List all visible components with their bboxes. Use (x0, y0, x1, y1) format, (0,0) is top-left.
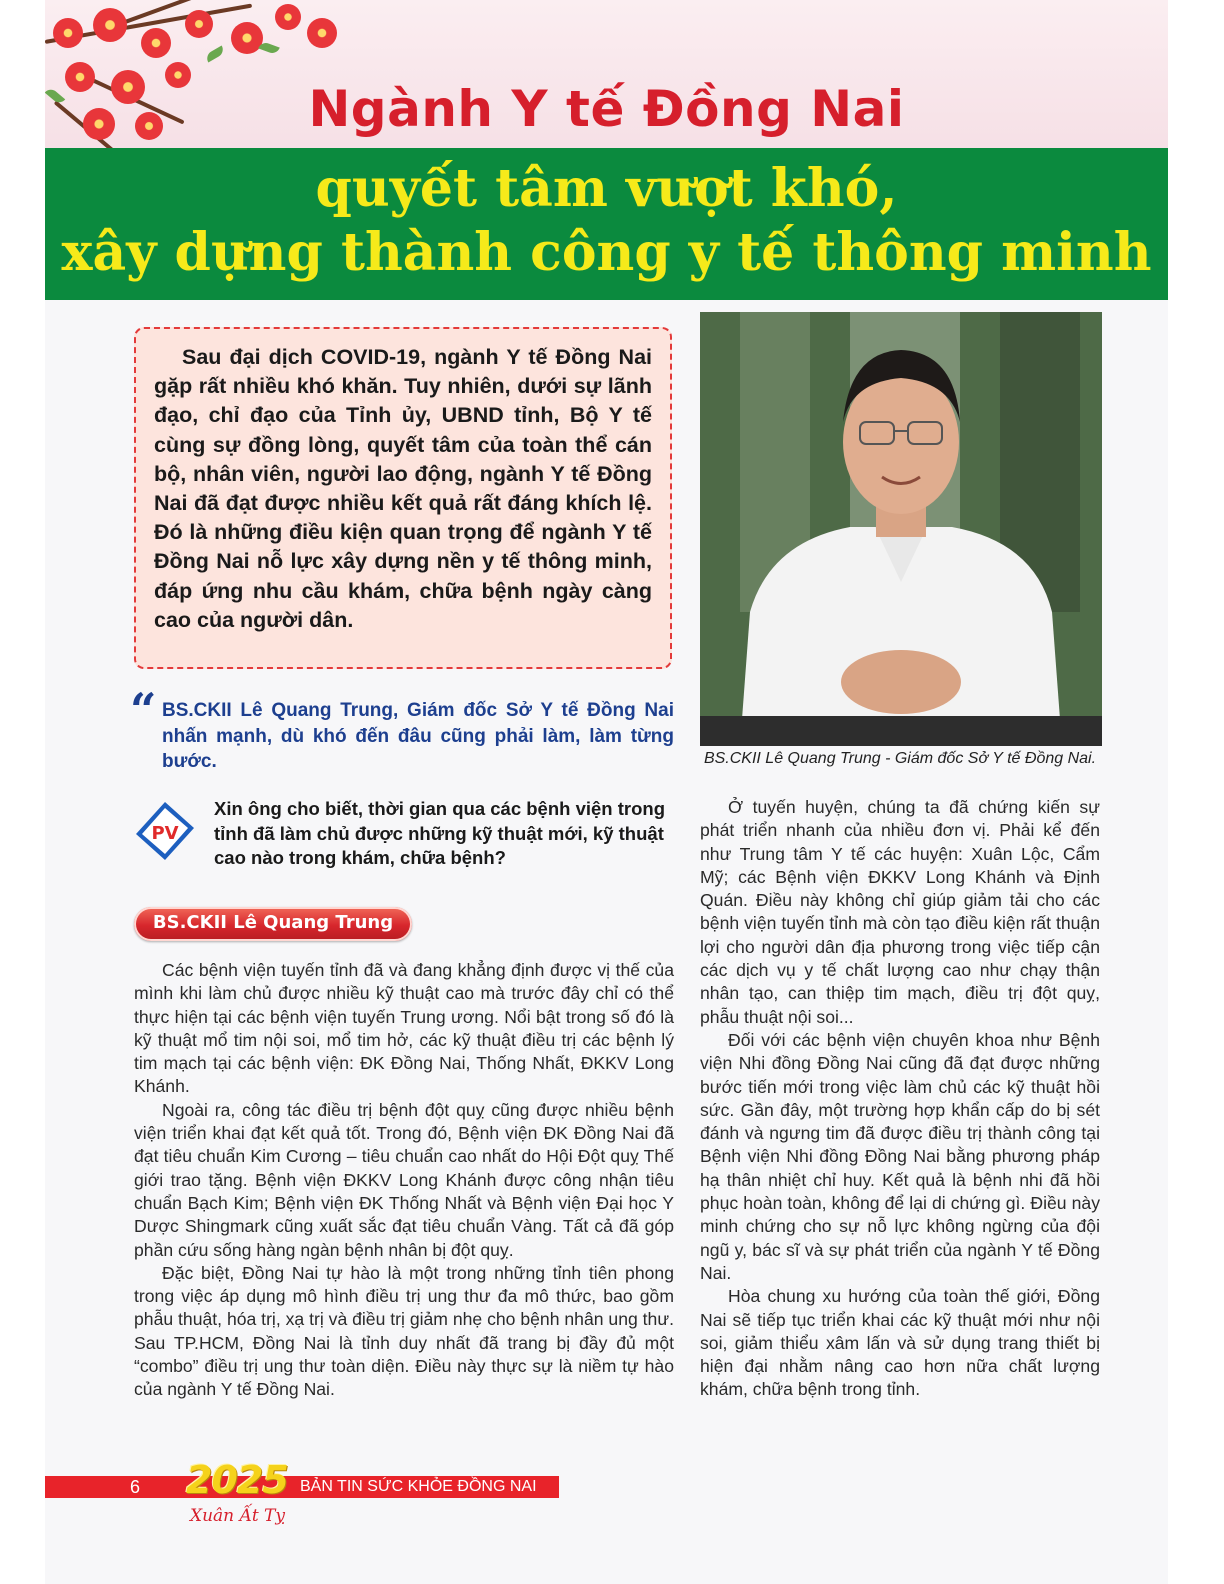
headline-line-2: quyết tâm vượt khó, (315, 158, 898, 219)
body-paragraph: Ngoài ra, công tác điều trị bệnh đột quỵ cũng được nhiều bệnh viện triển khai đạt kết quả tốt. Trong đó, Bệnh viện ĐK Đồng Nai đã đạt tiêu chuẩn Kim Cương – tiêu chuẩn cao nhất do Hội Đột quỵ Thế giới trao tặng. Bệnh viện ĐKKV Long Khánh được công nhận tiêu chuẩn Bạch Kim; Bệnh viện ĐK Thống Nhất và Bệnh viện Đại học Y Dược Shingmark cũng xuất sắc đạt tiêu chuẩn Vàng. Tất cả đã góp phần cứu sống hàng ngàn bệnh nhân bị đột quỵ. (134, 1099, 674, 1260)
pv-label: PV (151, 823, 179, 844)
respondent-label (134, 907, 412, 941)
body-paragraph: Ở tuyến huyện, chúng ta đã chứng kiến sự phát triển nhanh của nhiều đơn vị. Phải kể đến như Trung tâm Y tế các huyện: Xuân Lộc, Cẩm Mỹ; các Bệnh viện ĐKKV Long Khánh và Định Quán. Điều này không chỉ giúp giảm tải cho các bệnh viện tuyến tỉnh mà còn tạo điều kiện rất thuận lợi cho người dân địa phương trong việc tiếp cận các dịch vụ y tế chất lượng cao như chạy thận nhân tạo, can thiệp tim mạch, điều trị đột quỵ, phẫu thuật nội soi... (700, 797, 1100, 1027)
edition-label: Xuân Ất Tỵ (190, 1506, 285, 1526)
respondent-name: BS.CKII Lê Quang Trung (152, 912, 394, 933)
pv-badge-icon (134, 800, 196, 862)
body-paragraph: Đối với các bệnh viện chuyên khoa như Bệnh viện Nhi đồng Đồng Nai cũng đã đạt được những bước tiến mới trong việc làm chủ các kỹ thuật hồi sức. Gần đây, một trường hợp khẩn cấp do bị sét đánh và ngưng tim đã được điều trị thành công tại Bệnh viện Nhi đồng Đồng Nai bằng phương pháp hạ thân nhiệt chỉ huy. Kết quả là bệnh nhi đã hồi phục hoàn toàn, không để lại di chứng gì. Điều này minh chứng cho sự nỗ lực không ngừng của đội ngũ y, bác sĩ và sự phát triển của ngành Y tế Đồng Nai. (700, 1029, 1100, 1283)
pull-quote: BS.CKII Lê Quang Trung, Giám đốc Sở Y tế Đồng Nai nhấn mạnh, dù khó đến đâu cũng phải làm, làm từng bước. (162, 700, 674, 772)
headline-line-1: Ngành Y tế Đồng Nai (308, 80, 905, 138)
year-logo: 2025 (186, 1458, 288, 1502)
quote-mark: “ (130, 683, 157, 737)
body-column-left (134, 959, 674, 1402)
portrait-photo (700, 312, 1102, 746)
body-paragraph: Đặc biệt, Đồng Nai tự hào là một trong những tỉnh tiên phong trong việc áp dụng mô hình điều trị ung thư đa mô thức, bao gồm phẫu thuật, hóa trị, xạ trị và điều trị giảm nhẹ cho bệnh nhân ung thư. Sau TP.HCM, Đồng Nai là tỉnh duy nhất đã trang bị đầy đủ một “combo” điều trị ung thư toàn diện. Điều này thực sự là niềm tự hào của ngành Y tế Đồng Nai. (134, 1262, 674, 1400)
interview-question: Xin ông cho biết, thời gian qua các bệnh viện trong tỉnh đã làm chủ được những kỹ thuật mới, kỹ thuật cao nào trong khám, chữa bệnh? (214, 798, 666, 868)
body-paragraph: Hòa chung xu hướng của toàn thế giới, Đồng Nai sẽ tiếp tục triển khai các kỹ thuật mới như nội soi, giảm thiểu xâm lấn và sử dụng trang thiết bị hiện đại nhằm nâng cao hơn nữa chất lượng khám, chữa bệnh trong tỉnh. (700, 1286, 1100, 1400)
intro-text: Sau đại dịch COVID-19, ngành Y tế Đồng Nai gặp rất nhiều khó khăn. Tuy nhiên, dưới sự lãnh đạo, chỉ đạo của Tỉnh ủy, UBND tỉnh, Bộ Y tế cùng sự đồng lòng, quyết tâm của toàn thể cán bộ, nhân viên, người lao động, ngành Y tế Đồng Nai đã đạt được nhiều kết quả rất đáng khích lệ. Đó là những điều kiện quan trọng để ngành Y tế Đồng Nai nỗ lực xây dựng nền y tế thông minh, đáp ứng nhu cầu khám, chữa bệnh ngày càng cao của người dân. (154, 345, 652, 632)
page-number: 6 (130, 1477, 141, 1497)
intro-box (134, 327, 672, 669)
headline-line-3: xây dựng thành công y tế thông minh (61, 222, 1152, 283)
photo-caption: BS.CKII Lê Quang Trung - Giám đốc Sở Y tế Đồng Nai. (703, 750, 1097, 767)
publication-name: BẢN TIN SỨC KHỎE ĐỒNG NAI (300, 1478, 537, 1495)
body-column-right (700, 796, 1100, 1402)
portrait-illustration (700, 312, 1102, 746)
body-paragraph: Các bệnh viện tuyến tỉnh đã và đang khẳng định được vị thế của mình khi làm chủ được nhiều kỹ thuật cao mà trước đây chỉ có thể thực hiện tại các bệnh viện tuyến Trung ương. Nổi bật trong số đó là kỹ thuật mổ tim nội soi, mổ tim hở, các kỹ thuật điều trị các bệnh lý tim mạch tại các bệnh viện: ĐK Đồng Nai, Thống Nhất, ĐKKV Long Khánh. (134, 960, 674, 1097)
